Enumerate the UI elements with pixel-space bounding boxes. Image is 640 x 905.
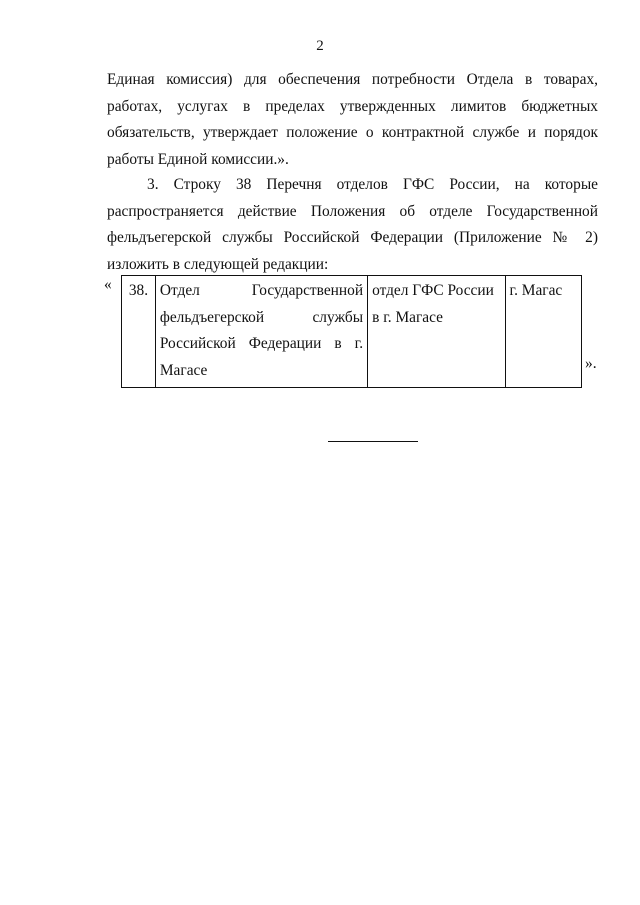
quote-close-mark: ».: [585, 355, 597, 372]
page-number: 2: [316, 38, 324, 54]
row-number-cell: 38.: [122, 276, 156, 388]
paragraph-commission: Единая комиссия) для обеспечения потребности Отдела в товарах, работах, услугах в пределах утвержденных лимитов бюджетных обязательств, утверждает положение о контрактной службе и порядок работы Единой комиссии.».: [107, 71, 598, 168]
department-cell: отдел ГФС России в г. Магасе: [368, 276, 505, 388]
end-of-text-rule: [328, 441, 418, 442]
quote-open-mark: «: [104, 276, 112, 293]
table-row: [122, 276, 582, 388]
city-cell: г. Магас: [505, 276, 582, 388]
unit-name-cell: Отдел Государственной фельдъегерской службы Российской Федерации в г. Магасе: [155, 276, 367, 388]
replacement-row-table: [121, 275, 582, 388]
paragraph-item-3: 3. Строку 38 Перечня отделов ГФС России, на которые распространяется действие Положения об отделе Государственной фельдъегерской службы Российской Федерации (Приложение № 2) изложить в следующей редакции:: [107, 176, 598, 273]
